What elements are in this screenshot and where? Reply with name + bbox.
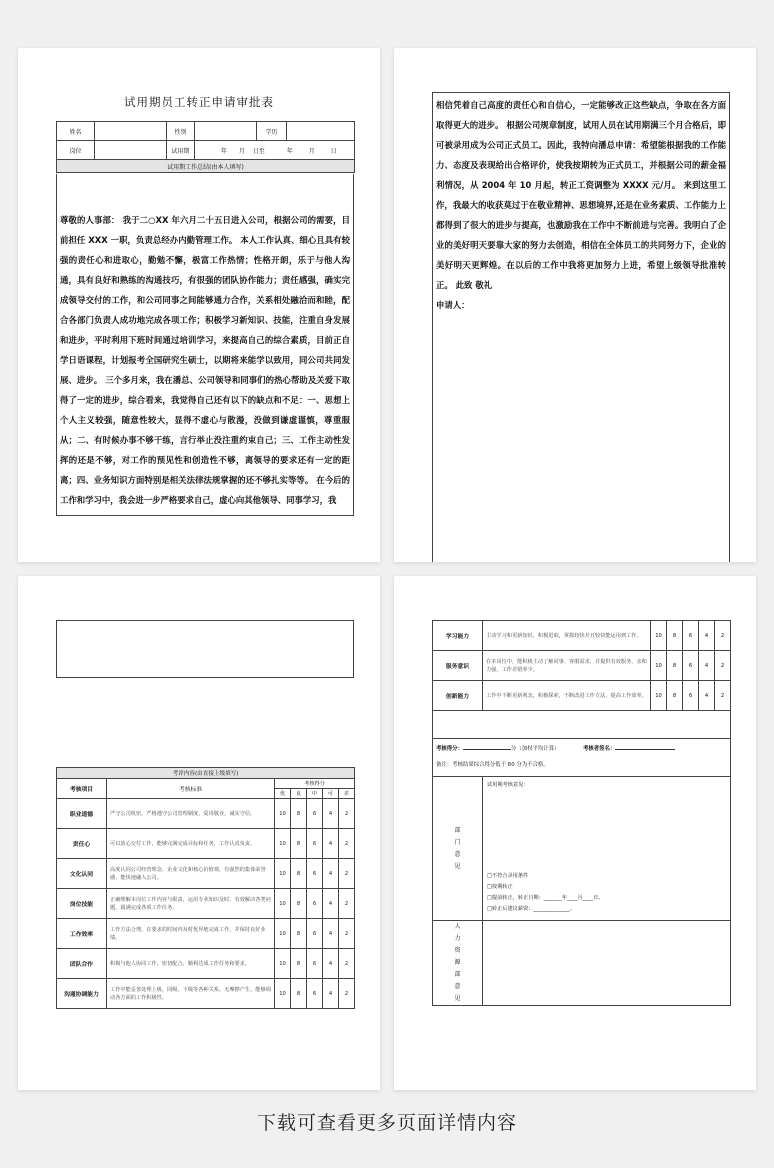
- eval-row: [433, 651, 731, 681]
- applicant-label: 申请人：: [436, 300, 470, 310]
- grade-poor: 差: [339, 789, 355, 799]
- eval-score-option[interactable]: 8: [291, 829, 307, 859]
- eval-score-option[interactable]: 4: [323, 889, 339, 919]
- post-label: 岗位: [57, 141, 95, 160]
- eval-score-option[interactable]: 6: [307, 829, 323, 859]
- dept-opinion: [483, 777, 731, 921]
- dept-options: [487, 872, 726, 912]
- gender-label: 性别: [167, 122, 195, 141]
- eval-score-option[interactable]: 4: [323, 829, 339, 859]
- eval-score-option[interactable]: 4: [323, 799, 339, 829]
- eval-score-option[interactable]: 2: [339, 919, 355, 949]
- eval-item: 学习能力: [433, 621, 483, 651]
- eval-standard: 正确理解本岗位工作内容与职责，运用专业知识及时、有效解决各类问题，圆满完成各项工作任务。: [107, 889, 275, 919]
- eval-score-option[interactable]: 4: [699, 681, 715, 711]
- eval-score-option[interactable]: 8: [291, 859, 307, 889]
- eval-item: 文化认同: [57, 859, 107, 889]
- evaluation-table: [56, 767, 355, 1009]
- eval-score-option[interactable]: 2: [339, 889, 355, 919]
- eval-score-option[interactable]: 2: [339, 829, 355, 859]
- post-value[interactable]: [95, 141, 167, 160]
- eval-score-option[interactable]: 8: [667, 621, 683, 651]
- document-page-4: [394, 576, 756, 1090]
- col-std: 考核标准: [107, 779, 275, 799]
- dept-option-checkbox[interactable]: □转正后建议薪资：______________。: [487, 906, 575, 912]
- eval-header: 考评内容(由直接上级填写): [57, 768, 355, 779]
- eval-item: 职业道德: [57, 799, 107, 829]
- eval-score-option[interactable]: 10: [275, 979, 291, 1009]
- edu-value[interactable]: [287, 122, 355, 141]
- eval-item: 责任心: [57, 829, 107, 859]
- summary-continued: [432, 92, 730, 562]
- blank-box: [56, 620, 354, 678]
- eval-item: 创新能力: [433, 681, 483, 711]
- score-blank[interactable]: [463, 743, 511, 750]
- grade-good: 良: [291, 789, 307, 799]
- name-value[interactable]: [95, 122, 167, 141]
- hr-label: 人力资源部意见: [433, 921, 483, 1006]
- eval-item: 团队合作: [57, 949, 107, 979]
- eval-score-option[interactable]: 6: [307, 949, 323, 979]
- hr-opinion[interactable]: [483, 921, 731, 1006]
- eval-standard: 工作方法合理，在要求的时间内及时优异地完成工作，并保持良好业绩。: [107, 919, 275, 949]
- eval-score-option[interactable]: 10: [275, 949, 291, 979]
- eval-item: 沟通协调能力: [57, 979, 107, 1009]
- eval-item: 服务意识: [433, 651, 483, 681]
- eval-standard: 积极与他人协同工作，密切配合，顺利达成工作任务和要求。: [107, 949, 275, 979]
- work-summary-text: 尊敬的人事部： 我于二○XX 年六月二十五日进入公司，根据公司的需要，目前担任 XXX 一职，负责总经办内勤管理工作。 本人工作认真、细心且具有较强的责任心和进取心，勤勉不懈，极富工作热情；性格开朗，乐于与他人沟通，具有良好和熟练的沟通技巧，有很强的团队协作能力；责任感强，确实完成领导交付的工作，和公司同事之间能够通力合作，关系相处融洽而和睦，配合各部门负责人成功地完成各项工作；积极学习新知识、技能，注重自身发展和进步，平时利用下班时间通过培训学习，来提高自己的综合素质，目前正自学日语课程，计划报考全国研究生硕士，以期将来能学以致用，同公司共同发展、进步。 三个多月来，我在潘总、公司领导和同事们的热心帮助及关爱下取得了一定的进步，综合看来，我觉得自己还有以下的缺点和不足：一、思想上个人主义较强，随意性较大，显得不虚心与散漫，没做到谦虚谨慎，尊重服从；二、有时候办事不够干练，言行举止没注重约束自己；三、工作主动性发挥的还是不够，对工作的预见性和创造性不够，离领导的要求还有一定的距离；四、业务知识方面特别是相关法律法规掌握的还不够扎实等等。 在今后的工作和学习中，我会进一步严格要求自己，虚心向其他领导、同事学习，我: [56, 174, 354, 516]
- applicant-info-table: [56, 121, 355, 173]
- eval-row: [57, 799, 355, 829]
- eval-row: [57, 919, 355, 949]
- eval-standard: 严守公司机密，严格遵守公司管理制度，爱岗敬业，诚实守信。: [107, 799, 275, 829]
- eval-score-option[interactable]: 8: [667, 651, 683, 681]
- document-page-2: [394, 48, 756, 562]
- blank-row: [433, 711, 731, 739]
- document-page-3: [18, 576, 380, 1090]
- eval-score-option[interactable]: 6: [307, 919, 323, 949]
- edu-label: 学历: [257, 122, 287, 141]
- eval-row: [57, 829, 355, 859]
- eval-score-option[interactable]: 8: [291, 799, 307, 829]
- dept-option-checkbox[interactable]: □按期转正: [487, 884, 513, 890]
- eval-standard: 高度认同公司经营理念、企业文化和核心价值观，有强烈的集体荣誉感，能快速融入公司。: [107, 859, 275, 889]
- eval-score-option[interactable]: 10: [651, 621, 667, 651]
- period-label: 试用期: [167, 141, 195, 160]
- eval-score-option[interactable]: 8: [667, 681, 683, 711]
- eval-row: [433, 621, 731, 651]
- eval-score-option[interactable]: 10: [651, 681, 667, 711]
- eval-score-option[interactable]: 2: [339, 799, 355, 829]
- eval-score-option[interactable]: 2: [715, 621, 731, 651]
- eval-score-option[interactable]: 8: [291, 889, 307, 919]
- eval-score-option[interactable]: 10: [651, 651, 667, 681]
- eval-score-option[interactable]: 4: [699, 621, 715, 651]
- eval-standard: 工作中不断更新观念，积极探索，不断改进工作方法，提高工作效率。: [483, 681, 651, 711]
- eval-score-option[interactable]: 6: [307, 799, 323, 829]
- score-summary: [433, 739, 731, 777]
- eval-item: 岗位技能: [57, 889, 107, 919]
- period-value[interactable]: 年 月 日至 年 月 日: [195, 141, 355, 160]
- eval-standard: 主动学习和更新知识，积极进取，掌握较快并且较快能运用到工作。: [483, 621, 651, 651]
- eval-item: 工作效率: [57, 919, 107, 949]
- eval-standard: 可以放心交付工作，能够完满完成目标和任务，工作认真负责。: [107, 829, 275, 859]
- col-item: 考核项目: [57, 779, 107, 799]
- eval-standard: 在本岗位中，能积极主动了解同事、客服需求，并提供有效服务，亲和力强，工作差错率少。: [483, 651, 651, 681]
- eval-score-option[interactable]: 10: [275, 799, 291, 829]
- document-title: 试用期员工转正申请审批表: [124, 95, 274, 109]
- name-label: 姓名: [57, 122, 95, 141]
- summary-continued-text: 相信凭着自己高度的责任心和自信心，一定能够改正这些缺点，争取在各方面取得更大的进步。 根据公司规章制度，试用人员在试用期满三个月合格后，即可被录用成为公司正式员工。因此，我特向潘总申请：希望能根据我的工作能力、态度及表现给出合格评价，使我按期转为正式员工，并根据公司的薪金福利情况，从 2004 年 10 月起，转正工资调整为 XXXX 元/月。 来到这里工作，我最大的收获莫过于在敬业精神、思想境界,还是在业务素质、工作能力上都得到了很大的进步与提高，也激励我在工作中不断前进与完善。我明白了企业的美好明天要靠大家的努力去创造，相信在全体员工的共同努力下，企业的美好明天更辉煌。在以后的工作中我将更加努力上进，希望上级领导批准转正。 此致 敬礼: [436, 100, 726, 290]
- eval-score-option[interactable]: 2: [339, 949, 355, 979]
- eval-row: [433, 681, 731, 711]
- eval-score-option[interactable]: 10: [275, 829, 291, 859]
- eval-score-option[interactable]: 2: [715, 651, 731, 681]
- eval-score-option[interactable]: 4: [323, 859, 339, 889]
- dept-option-checkbox[interactable]: □提前转正，转正日期：_______年____月____日。: [487, 895, 604, 901]
- eval-score-option[interactable]: 6: [683, 681, 699, 711]
- eval-score-option[interactable]: 6: [307, 859, 323, 889]
- eval-score-option[interactable]: 6: [683, 651, 699, 681]
- eval-standard: 工作中能妥善处理上级、同级、下级等各种关系，无摩擦产生，能够调动各方面的工作积极性。: [107, 979, 275, 1009]
- eval-score-option[interactable]: 4: [323, 919, 339, 949]
- eval-score-option[interactable]: 8: [291, 979, 307, 1009]
- eval-score-option[interactable]: 4: [323, 979, 339, 1009]
- summary-header: 试用期工作总结(由本人填写): [57, 160, 355, 173]
- eval-score-option[interactable]: 8: [291, 919, 307, 949]
- eval-score-option[interactable]: 10: [275, 859, 291, 889]
- eval-row: [57, 949, 355, 979]
- gender-value[interactable]: [195, 122, 257, 141]
- assessor-label: 考核者签名：: [582, 746, 616, 752]
- eval-score-option[interactable]: 6: [307, 889, 323, 919]
- assessor-blank[interactable]: [615, 743, 675, 750]
- download-more-caption: 下载可查看更多页面详情内容: [256, 1112, 517, 1134]
- eval-score-option[interactable]: 2: [715, 681, 731, 711]
- eval-score-option[interactable]: 6: [307, 979, 323, 1009]
- eval-score-option[interactable]: 6: [683, 621, 699, 651]
- document-page-1: [18, 48, 380, 562]
- eval-row: [57, 979, 355, 1009]
- score-unit: 分（加权平均计算）: [510, 746, 560, 752]
- score-note: 备注：考核结果综合得分低于 60 分为不合格。: [436, 762, 549, 768]
- eval-score-option[interactable]: 8: [291, 949, 307, 979]
- score-label: 考核得分：: [436, 746, 463, 752]
- grade-excellent: 优: [275, 789, 291, 799]
- grade-medium: 中: [307, 789, 323, 799]
- eval-score-option[interactable]: 2: [339, 859, 355, 889]
- grade-fair: 可: [323, 789, 339, 799]
- dept-opinion-title: 试用期考核意见：: [487, 782, 529, 788]
- eval-row: [57, 889, 355, 919]
- eval-score-option[interactable]: 2: [339, 979, 355, 1009]
- eval-score-option[interactable]: 4: [323, 949, 339, 979]
- eval-row: [57, 859, 355, 889]
- col-score: 考核得分: [275, 779, 355, 789]
- eval-score-option[interactable]: 10: [275, 889, 291, 919]
- evaluation-table-continued: [432, 620, 731, 1006]
- dept-label: 部门意见: [433, 777, 483, 921]
- eval-score-option[interactable]: 4: [699, 651, 715, 681]
- dept-option-checkbox[interactable]: □不符合录用条件: [487, 873, 529, 879]
- eval-score-option[interactable]: 10: [275, 919, 291, 949]
